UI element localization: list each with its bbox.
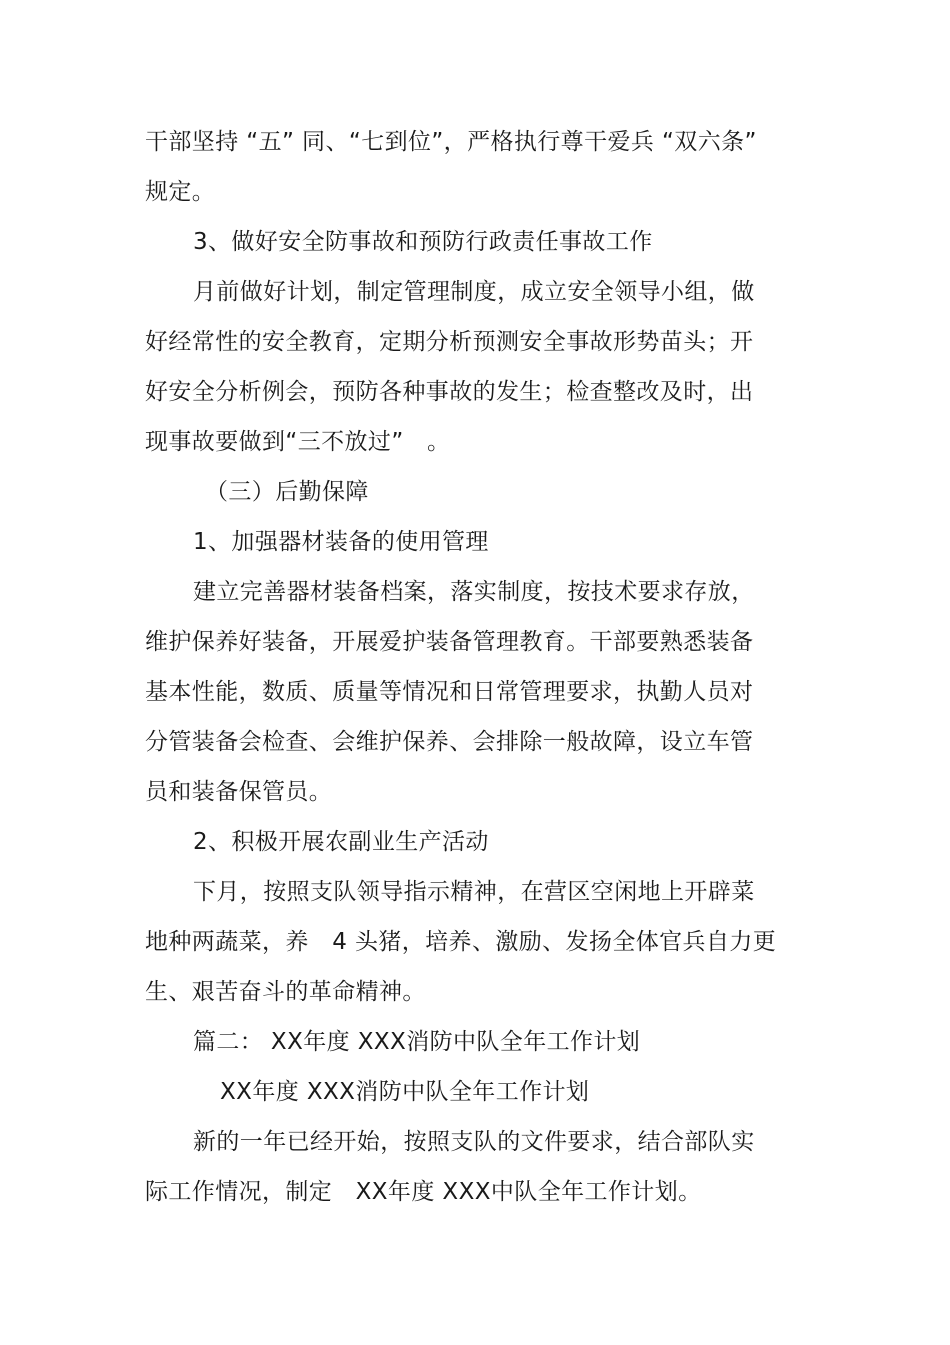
paragraph-line: 新的一年已经开始，按照支队的文件要求，结合部队实 bbox=[193, 1129, 755, 1155]
paragraph-line: 下月，按照支队领导指示精神，在营区空闲地上开辟菜 bbox=[193, 879, 755, 905]
section-heading: 3、做好安全防事故和预防行政责任事故工作 bbox=[193, 229, 653, 255]
paragraph-line: 维护保养好装备，开展爱护装备管理教育。干部要熟悉装备 bbox=[145, 629, 754, 655]
paragraph-line: 员和装备保管员。 bbox=[145, 779, 333, 805]
paragraph-line: 生、艰苦奋斗的革命精神。 bbox=[145, 979, 426, 1005]
paragraph-line: 好安全分析例会，预防各种事故的发生；检查整改及时，出 bbox=[145, 379, 754, 405]
paragraph-line: 建立完善器材装备档案，落实制度，按技术要求存放， bbox=[193, 579, 755, 605]
paragraph-line: 月前做好计划，制定管理制度，成立安全领导小组，做 bbox=[193, 279, 755, 305]
paragraph-line: 基本性能，数质、质量等情况和日常管理要求，执勤人员对 bbox=[145, 679, 754, 705]
paragraph-line: 现事故要做到“三不放过” 。 bbox=[145, 429, 451, 455]
chapter-heading: 篇二： XX年度 XXX消防中队全年工作计划 bbox=[193, 1029, 641, 1055]
paragraph-line: 际工作情况，制定 XX年度 XXX中队全年工作计划。 bbox=[145, 1179, 702, 1205]
paragraph-line: 好经常性的安全教育，定期分析预测安全事故形势苗头；开 bbox=[145, 329, 754, 355]
paragraph-line: 分管装备会检查、会维护保养、会排除一般故障，设立车管 bbox=[145, 729, 754, 755]
paragraph-line: 规定。 bbox=[145, 179, 216, 205]
section-heading: 1、加强器材装备的使用管理 bbox=[193, 529, 489, 555]
paragraph-line: 干部坚持 “五” 同、“七到位”，严格执行尊干爱兵 “双六条” bbox=[145, 129, 757, 155]
section-heading: （三）后勤保障 bbox=[205, 479, 369, 505]
document-title: XX年度 XXX消防中队全年工作计划 bbox=[220, 1079, 590, 1105]
paragraph-line: 地种两蔬菜，养 4 头猪，培养、激励、发扬全体官兵自力更 bbox=[145, 929, 777, 955]
section-heading: 2、积极开展农副业生产活动 bbox=[193, 829, 489, 855]
